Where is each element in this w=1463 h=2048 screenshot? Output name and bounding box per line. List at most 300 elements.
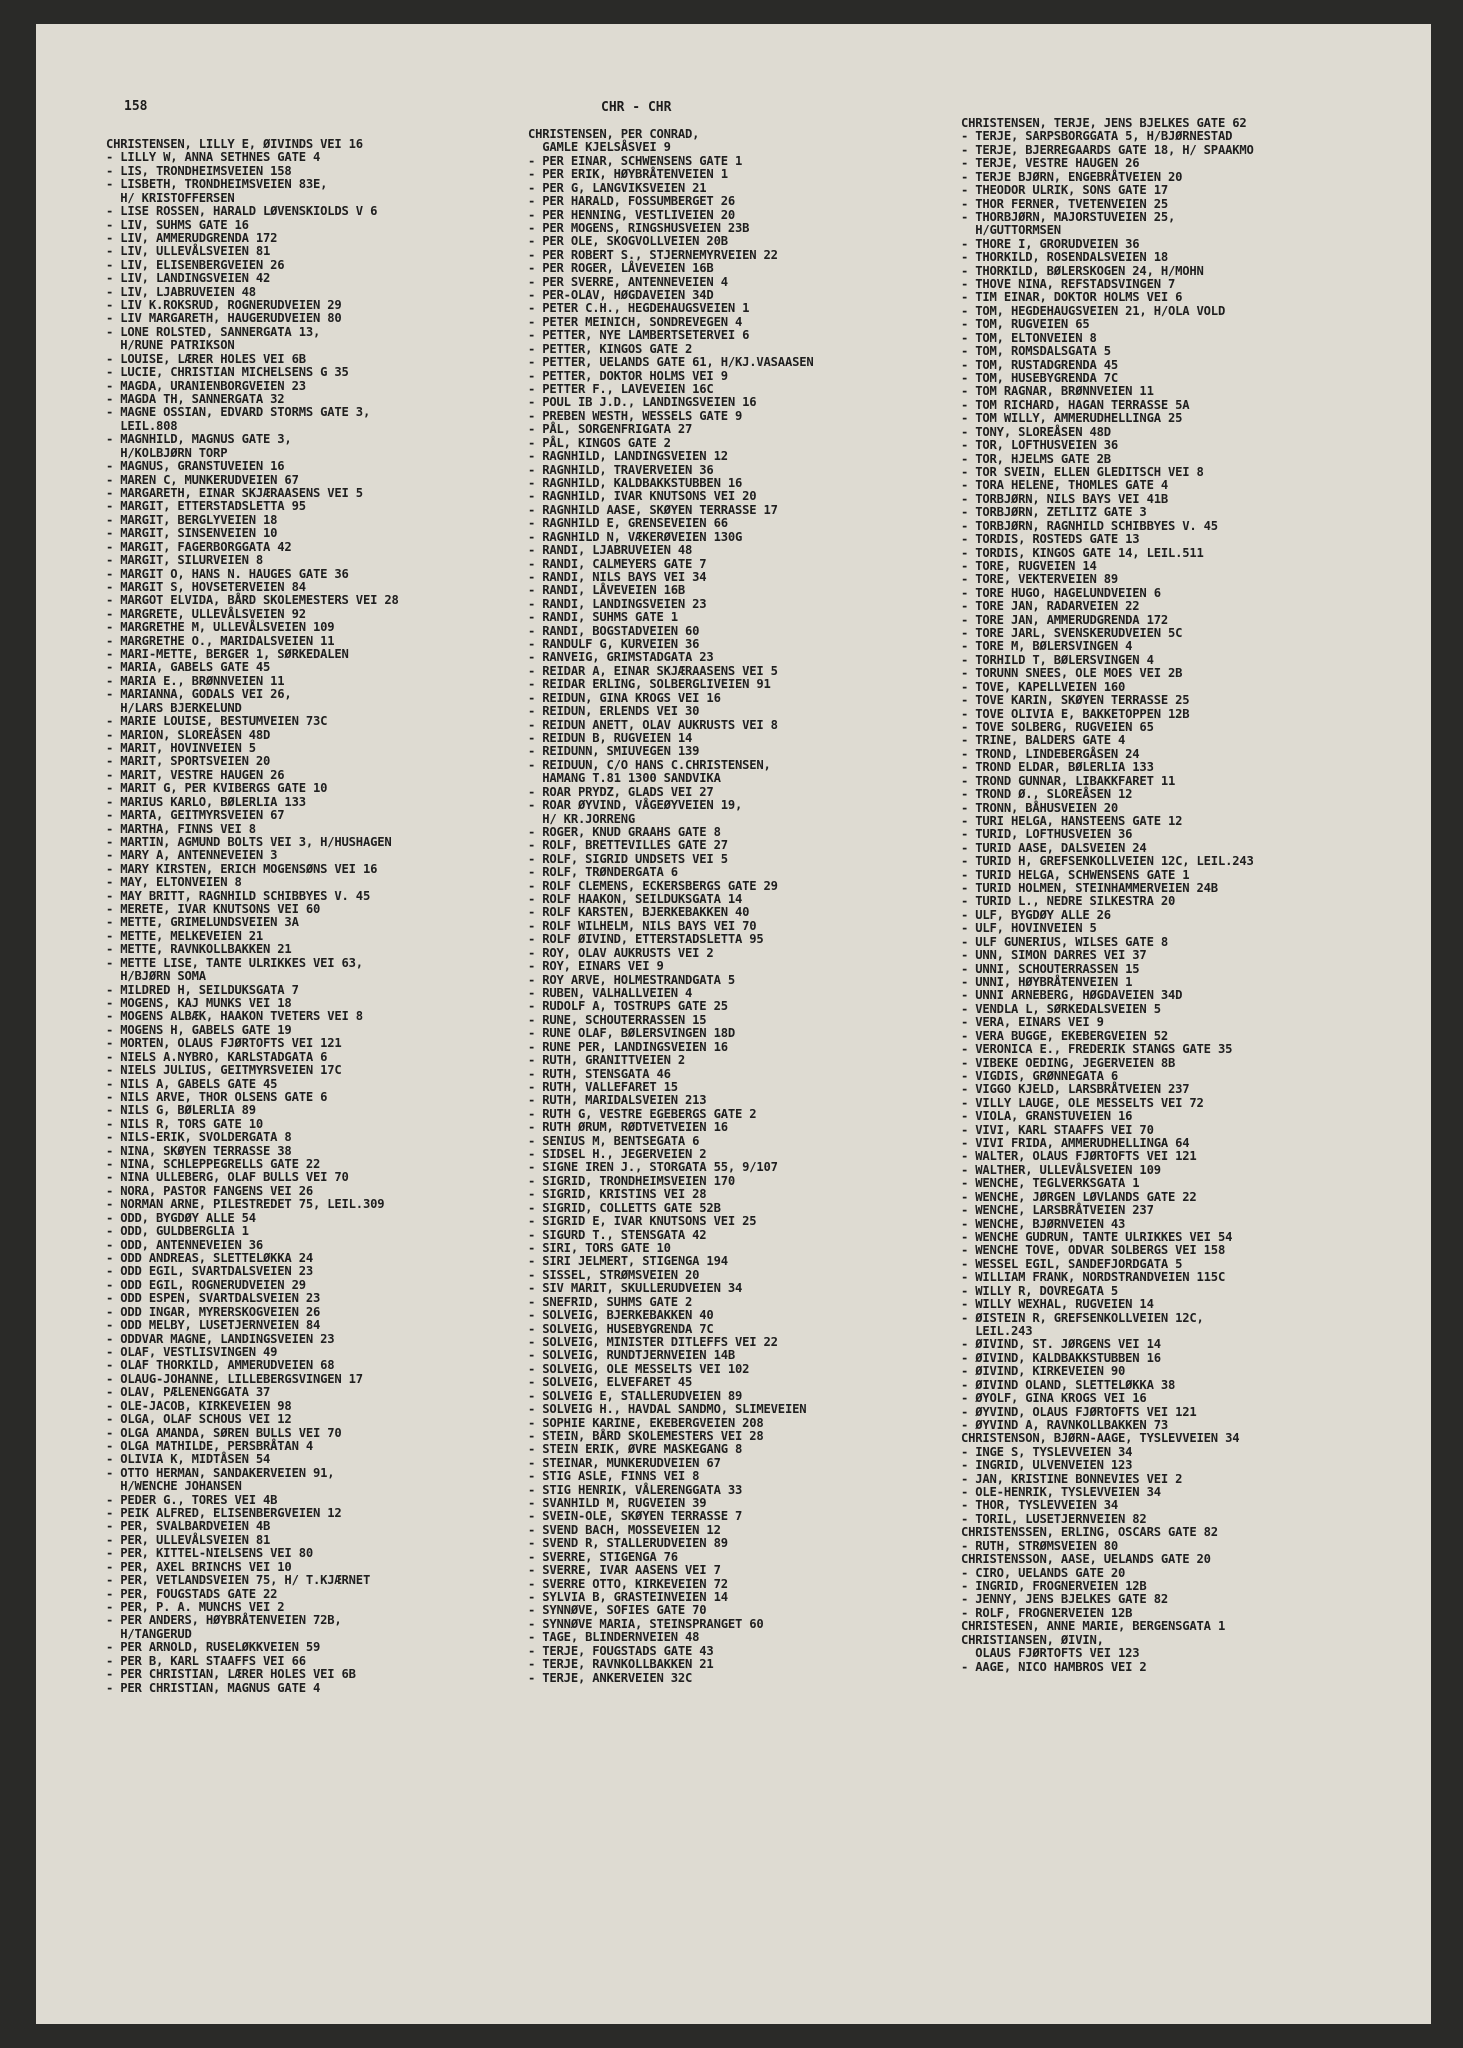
list-item: - RAGNHILD AASE, SKØYEN TERRASSE 17 [528,502,778,517]
list-item: GAMLE KJELSÅSVEI 9 [528,140,671,155]
list-item: - MARIT, VESTRE HAUGEN 26 [106,767,285,782]
list-item: - PER HENNING, VESTLIVEIEN 20 [528,207,735,222]
list-item: CHRISTENSON, BJØRN-AAGE, TYSLEVVEIEN 34 [961,1431,1240,1446]
list-item: - METTE, MELKEVEIEN 21 [106,928,264,943]
list-item: - ØYOLF, GINA KROGS VEI 16 [961,1391,1147,1406]
list-item: - ØISTEIN R, GREFSENKOLLVEIEN 12C, [961,1310,1204,1325]
list-item: - RANDI, LANDINGSVEIEN 23 [528,596,707,611]
list-item: - TURID HOLMEN, STEINHAMMERVEIEN 24B [961,881,1218,896]
list-item: - PER CHRISTIAN, LÆRER HOLES VEI 6B [106,1667,356,1682]
list-item: - RAGNHILD N, VÆKERØVEIEN 130G [528,529,743,544]
column-right [961,117,1397,1674]
page-number: 158 [124,99,148,114]
list-item: - TORE, VEKTERVEIEN 89 [961,572,1119,587]
list-item: - NILS-ERIK, SVOLDERGATA 8 [106,1130,292,1145]
list-item: - SIGRID, KRISTINS VEI 28 [528,1187,707,1202]
list-item: - ODD ANDREAS, SLETTELØKKA 24 [106,1251,313,1266]
list-item: CHRISTESEN, ANNE MARIE, BERGENSGATA 1 [961,1619,1226,1634]
list-item: - THORKILD, ROSENDALSVEIEN 18 [961,250,1168,265]
list-item: - RANDULF G, KURVEIEN 36 [528,637,700,652]
list-item: - WILLY WEXHAL, RUGVEIEN 14 [961,1297,1154,1312]
list-item: - TIM EINAR, DOKTOR HOLMS VEI 6 [961,290,1183,305]
list-item: - ROLF, FROGNERVEIEN 12B [961,1605,1133,1620]
list-item: - SOLVEIG H., HAVDAL SANDMO, SLIMEVEIEN [528,1402,807,1417]
list-item: - ØIVIND, ST. JØRGENS VEI 14 [961,1337,1161,1352]
list-item: - SIGRID, COLLETTS GATE 52B [528,1200,721,1215]
list-item: - RANDI, LJABRUVEIEN 48 [528,543,693,558]
list-item: - LIV, AMMERUDGRENDA 172 [106,230,278,245]
list-item: - VIGDIS, GRØNNEGATA 6 [961,1068,1119,1083]
list-item: - SNEFRID, SUHMS GATE 2 [528,1294,693,1309]
list-item: - MARGIT O, HANS N. HAUGES GATE 36 [106,566,349,581]
list-item: - TONY, SLOREÅSEN 48D [961,424,1111,439]
list-item: - ODD MELBY, LUSETJERNVEIEN 84 [106,1318,321,1333]
list-item: - TORBJØRN, ZETLITZ GATE 3 [961,505,1147,520]
list-item: - TORE JAN, RADARVEIEN 22 [961,599,1140,614]
list-item: - ØIVIND OLAND, SLETTELØKKA 38 [961,1377,1176,1392]
list-item: - MARY KIRSTEN, ERICH MOGENSØNS VEI 16 [106,861,378,876]
list-item: - MOGENS H, GABELS GATE 19 [106,1022,292,1037]
list-item: H/ KR.JORRENG [528,811,636,826]
list-item: - SVERRE OTTO, KIRKEVEIEN 72 [528,1576,728,1591]
list-item: - ROLF, BRETTEVILLES GATE 27 [528,838,728,853]
list-item: - NILS A, GABELS GATE 45 [106,1076,278,1091]
list-item: - SIGURD T., STENSGATA 42 [528,1227,707,1242]
list-item: - RANVEIG, GRIMSTADGATA 23 [528,650,714,665]
list-item: - SOLVEIG, BJERKEBAKKEN 40 [528,1308,714,1323]
list-item: - ROLF ØIVIND, ETTERSTADSLETTA 95 [528,932,764,947]
list-item: - TROND, LINDEBERGÅSEN 24 [961,746,1140,761]
list-item: - SIRI JELMERT, STIGENGA 194 [528,1254,728,1269]
list-item: - PETTER, KINGOS GATE 2 [528,341,693,356]
list-item: - REIDUN, ERLENDS VEI 30 [528,704,700,719]
list-item: - TURI HELGA, HANSTEENS GATE 12 [961,813,1183,828]
list-item: - SOLVEIG, MINISTER DITLEFFS VEI 22 [528,1334,778,1349]
list-item: - ODD, ANTENNEVEIEN 36 [106,1237,264,1252]
list-item: - TOM, RUGVEIEN 65 [961,317,1090,332]
list-item: H/RUNE PATRIKSON [106,338,235,353]
list-item: - MARGIT S, HOVSETERVEIEN 84 [106,579,306,594]
list-item: - TORBJØRN, NILS BAYS VEI 41B [961,491,1168,506]
list-item: - RUTH, STENSGATA 46 [528,1066,671,1081]
list-item: - METTE, RAVNKOLLBAKKEN 21 [106,942,292,957]
list-item: - MAGDA TH, SANNERGATA 32 [106,392,285,407]
list-item: - MAREN C, MUNKERUDVEIEN 67 [106,472,299,487]
list-item: - TURID HELGA, SCHWENSENS GATE 1 [961,867,1190,882]
list-item: - LIV, LJABRUVEIEN 48 [106,284,256,299]
list-item: - TORHILD T, BØLERSVINGEN 4 [961,652,1154,667]
list-item: - OLAF THORKILD, AMMERUDVEIEN 68 [106,1358,335,1373]
list-item: - TOVE OLIVIA E, BAKKETOPPEN 12B [961,706,1190,721]
list-item: - NILS G, BØLERLIA 89 [106,1103,256,1118]
list-item: - LISE ROSSEN, HARALD LØVENSKIOLDS V 6 [106,204,378,219]
list-item: - ROY ARVE, HOLMESTRANDGATA 5 [528,972,735,987]
list-item: - MARTHA, FINNS VEI 8 [106,821,256,836]
list-item: - UNN, SIMON DARRES VEI 37 [961,948,1147,963]
list-item: - RAGNHILD, LANDINGSVEIEN 12 [528,449,728,464]
list-item: CHRISTENSEN, TERJE, JENS BJELKES GATE 62 [961,116,1247,130]
list-item: - PER CHRISTIAN, MAGNUS GATE 4 [106,1680,321,1695]
list-item: - OLAUG-JOHANNE, LILLEBERGSVINGEN 17 [106,1371,363,1386]
list-item: - ULF, HOVINVEIEN 5 [961,921,1097,936]
list-item: - ROLF CLEMENS, ECKERSBERGS GATE 29 [528,878,778,893]
list-item: - PER ROBERT S., STJERNEMYRVEIEN 22 [528,247,778,262]
list-item: - MARIUS KARLO, BØLERLIA 133 [106,794,306,809]
list-item: - PER SVERRE, ANTENNEVEIEN 4 [528,274,728,289]
list-item: - TORE HUGO, HAGELUNDVEIEN 6 [961,585,1161,600]
list-item: - LIV, SUHMS GATE 16 [106,217,249,232]
list-item: CHRISTENSSON, AASE, UELANDS GATE 20 [961,1552,1211,1567]
list-item: - INGRID, ULVENVEIEN 123 [961,1458,1133,1473]
list-item: - RUDOLF A, TOSTRUPS GATE 25 [528,999,728,1014]
list-item: - SIV MARIT, SKULLERUDVEIEN 34 [528,1281,743,1296]
list-item: - PER B, KARL STAAFFS VEI 66 [106,1653,306,1668]
list-item: - PETTER, DOKTOR HOLMS VEI 9 [528,368,728,383]
list-item: - MAGNUS, GRANSTUVEIEN 16 [106,459,285,474]
list-item: - ROY, EINARS VEI 9 [528,959,664,974]
list-item: - TURID L., NEDRE SILKESTRA 20 [961,894,1176,909]
list-item: - JAN, KRISTINE BONNEVIES VEI 2 [961,1471,1183,1486]
list-item: - REIDUN ANETT, OLAV AUKRUSTS VEI 8 [528,717,778,732]
list-item: - TRONN, BÅHUSVEIEN 20 [961,800,1119,815]
list-item: - SENIUS M, BENTSEGATA 6 [528,1133,700,1148]
list-item: - VERA, EINARS VEI 9 [961,1015,1104,1030]
list-item: - SVERRE, STIGENGA 76 [528,1549,678,1564]
list-item: - SVANHILD M, RUGVEIEN 39 [528,1496,707,1511]
list-item: - TROND ELDAR, BØLERLIA 133 [961,760,1154,775]
list-item: - STEIN, BÅRD SKOLEMESTERS VEI 28 [528,1428,764,1443]
running-title: CHR - CHR [601,100,672,115]
list-item: - MAGNE OSSIAN, EDVARD STORMS GATE 3, [106,405,371,420]
list-item: - PETER MEINICH, SONDREVEGEN 4 [528,314,743,329]
list-item: - TURID H, GREFSENKOLLVEIEN 12C, LEIL.243 [961,854,1254,869]
list-item: - ROAR PRYDZ, GLADS VEI 27 [528,784,714,799]
list-item: - OLAF, VESTLISVINGEN 49 [106,1344,278,1359]
list-item: - TOVE KARIN, SKØYEN TERRASSE 25 [961,693,1190,708]
list-item: - ØYVIND A, RAVNKOLLBAKKEN 73 [961,1417,1168,1432]
column-middle [528,128,964,1685]
list-item: - ØYVIND, OLAUS FJØRTOFTS VEI 121 [961,1404,1197,1419]
list-item: - RUNE OLAF, BØLERSVINGEN 18D [528,1026,735,1041]
list-item: - SOLVEIG, ELVEFARET 45 [528,1375,693,1390]
list-item: - PER G, LANGVIKSVEIEN 21 [528,180,707,195]
list-item: - SYNNØVE, SOFIES GATE 70 [528,1603,707,1618]
list-item: - STIG HENRIK, VÅLERENGGATA 33 [528,1482,743,1497]
list-item: - MARGIT, FAGERBORGGATA 42 [106,539,292,554]
list-item: - MARTIN, AGMUND BOLTS VEI 3, H/HUSHAGEN [106,834,392,849]
list-item: - TERJE, FOUGSTADS GATE 43 [528,1643,714,1658]
list-item: - OTTO HERMAN, SANDAKERVEIEN 91, [106,1465,335,1480]
list-item: - WENCHE, LARSBRÅTVEIEN 237 [961,1203,1154,1218]
list-item: LEIL.243 [961,1323,1033,1338]
list-item: - MORTEN, OLAUS FJØRTOFTS VEI 121 [106,1036,342,1051]
list-item: - RAGNHILD, TRAVERVEIEN 36 [528,462,714,477]
list-item: - VERA BUGGE, EKEBERGVEIEN 52 [961,1028,1168,1043]
list-item: - MARIT, HOVINVEIEN 5 [106,740,256,755]
list-item: - WENCHE, BJØRNVEIEN 43 [961,1216,1126,1231]
list-item: - STEIN ERIK, ØVRE MASKEGANG 8 [528,1442,743,1457]
list-item: H/KOLBJØRN TORP [106,445,228,460]
list-item: CHRISTENSEN, PER CONRAD, [528,127,700,141]
list-item: - MARGIT, BERGLYVEIEN 18 [106,512,278,527]
list-item: - LIS, TRONDHEIMSVEIEN 158 [106,163,292,178]
list-item: - PER-OLAV, HØGDAVEIEN 34D [528,288,714,303]
list-item: - REIDUN B, RUGVEIEN 14 [528,730,693,745]
list-item: - TORUNN SNEES, OLE MOES VEI 2B [961,666,1183,681]
list-item: - VIVI FRIDA, AMMERUDHELLINGA 64 [961,1136,1190,1151]
list-item: - NINA ULLEBERG, OLAF BULLS VEI 70 [106,1170,349,1185]
list-item: - NINA, SCHLEPPEGRELLS GATE 22 [106,1157,321,1172]
list-item: - LOUISE, LÆRER HOLES VEI 6B [106,351,306,366]
list-item: - MAY, ELTONVEIEN 8 [106,875,242,890]
list-item: - MARTA, GEITMYRSVEIEN 67 [106,808,285,823]
list-item: - OLAV, PÆLENENGGATA 37 [106,1385,271,1400]
list-item: - THORE I, GRORUDVEIEN 36 [961,236,1140,251]
list-item: - VERONICA E., FREDERIK STANGS GATE 35 [961,1042,1233,1057]
list-item: - WILLY R, DOVREGATA 5 [961,1283,1119,1298]
list-item: - RUBEN, VALHALLVEIEN 4 [528,986,693,1000]
list-item: - MAGNHILD, MAGNUS GATE 3, [106,432,292,447]
list-item: - LONE ROLSTED, SANNERGATA 13, [106,324,321,339]
list-item: - SIRI, TORS GATE 10 [528,1241,671,1256]
list-item: - SOLVEIG, HUSEBYGRENDA 7C [528,1321,714,1336]
list-item: - OLGA, OLAF SCHOUS VEI 12 [106,1412,292,1427]
list-item: - MERETE, IVAR KNUTSONS VEI 60 [106,902,321,917]
list-item: - MARGIT, SILURVEIEN 8 [106,553,264,568]
list-item: - ROAR ØYVIND, VÅGEØYVEIEN 19, [528,798,743,813]
list-item: - RANDI, CALMEYERS GATE 7 [528,556,707,571]
list-item: - WALTHER, ULLEVÅLSVEIEN 109 [961,1162,1161,1177]
list-item: - TOM, RUSTADGRENDA 45 [961,357,1119,372]
list-item: - TERJE, ANKERVEIEN 32C [528,1670,693,1685]
directory-page [36,24,1431,2024]
list-item: - MARGRETHE M, ULLEVÅLSVEIEN 109 [106,620,335,635]
list-item: - REIDUNN, SMIUVEGEN 139 [528,744,700,759]
list-item: - ROGER, KNUD GRAAHS GATE 8 [528,824,721,839]
list-item: - PER ARNOLD, RUSELØKKVEIEN 59 [106,1640,321,1655]
list-item: - MARIT G, PER KVIBERGS GATE 10 [106,781,328,796]
list-item: - VIVI, KARL STAAFFS VEI 70 [961,1122,1154,1137]
list-item: - TORE JARL, SVENSKERUDVEIEN 5C [961,626,1183,641]
list-item: - ODD, BYGDØY ALLE 54 [106,1210,256,1225]
list-item: - PER, VETLANDSVEIEN 75, H/ T.KJÆRNET [106,1573,371,1588]
list-item: - MARGIT, ETTERSTADSLETTA 95 [106,499,306,514]
list-item: H/WENCHE JOHANSEN [106,1479,242,1494]
list-item: - REIDAR ERLING, SOLBERGLIVEIEN 91 [528,677,771,692]
list-item: - SVEND BACH, MOSSEVEIEN 12 [528,1522,721,1537]
list-item: - MARGOT ELVIDA, BÅRD SKOLEMESTERS VEI 28 [106,593,399,608]
list-item: - TOR, HJELMS GATE 2B [961,451,1111,466]
list-item: - OLIVIA K, MIDTÅSEN 54 [106,1452,271,1467]
list-item: - THORKILD, BØLERSKOGEN 24, H/MOHN [961,263,1204,278]
list-item: - LIV K.ROKSRUD, ROGNERUDVEIEN 29 [106,298,342,313]
list-item: - RAGNHILD, IVAR KNUTSONS VEI 20 [528,489,757,504]
list-item: - ØIVIND, KALDBAKKSTUBBEN 16 [961,1350,1161,1365]
list-item: - WENCHE GUDRUN, TANTE ULRIKKES VEI 54 [961,1230,1233,1245]
list-item: - TORA HELENE, THOMLES GATE 4 [961,478,1168,493]
list-item: - MARI-METTE, BERGER 1, SØRKEDALEN [106,647,349,662]
list-item: - STIG ASLE, FINNS VEI 8 [528,1469,700,1484]
list-item: - NINA, SKØYEN TERRASSE 38 [106,1143,292,1158]
list-item: - MARGRETHE O., MARIDALSVEIEN 11 [106,633,335,648]
list-item: - INGE S, TYSLEVVEIEN 34 [961,1444,1133,1459]
list-item: - MARGARETH, EINAR SKJÆRAASENS VEI 5 [106,485,363,500]
list-item: - LILLY W, ANNA SETHNES GATE 4 [106,150,321,165]
list-item: - POUL IB J.D., LANDINGSVEIEN 16 [528,395,757,410]
list-item: - PER ANDERS, HØYBRÅTENVEIEN 72B, [106,1613,342,1628]
list-item: - PREBEN WESTH, WESSELS GATE 9 [528,408,743,423]
list-item: - ODD EGIL, SVARTDALSVEIEN 23 [106,1264,313,1279]
list-item: - SIGNE IREN J., STORGATA 55, 9/107 [528,1160,778,1175]
list-item: - TOM, ELTONVEIEN 8 [961,330,1097,345]
list-item: - TOR, LOFTHUSVEIEN 36 [961,438,1119,453]
list-item: - VIBEKE OEDING, JEGERVEIEN 8B [961,1055,1176,1070]
list-item: - REIDUUN, C/O HANS C.CHRISTENSEN, [528,757,771,772]
list-item: H/TANGERUD [106,1626,192,1641]
list-item: - MARIA, GABELS GATE 45 [106,660,271,675]
list-item: - PER ROGER, LÅVEVEIEN 16B [528,261,714,276]
list-item: - OLE-HENRIK, TYSLEVVEIEN 34 [961,1485,1161,1500]
list-item: - PER, P. A. MUNCHS VEI 2 [106,1599,285,1614]
list-item: - TOVE SOLBERG, RUGVEIEN 65 [961,719,1154,734]
list-item: - ODD ESPEN, SVARTDALSVEIEN 23 [106,1291,321,1306]
list-item: - MARIANNA, GODALS VEI 26, [106,687,292,702]
list-item: - RUNE, SCHOUTERRASSEN 15 [528,1012,707,1027]
list-item: - VILLY LAUGE, OLE MESSELTS VEI 72 [961,1095,1204,1110]
list-item: - PER EINAR, SCHWENSENS GATE 1 [528,153,743,168]
list-item: - THORBJØRN, MAJORSTUVEIEN 25, [961,209,1176,224]
list-item: - MARIE LOUISE, BESTUMVEIEN 73C [106,714,328,729]
list-item: - TERJE, RAVNKOLLBAKKEN 21 [528,1657,714,1672]
list-item: - PEDER G., TORES VEI 4B [106,1492,278,1507]
list-item: - UNNI, SCHOUTERRASSEN 15 [961,961,1140,976]
list-item: - SIGRID, TRONDHEIMSVEIEN 170 [528,1173,735,1188]
list-item: - LISBETH, TRONDHEIMSVEIEN 83E, [106,177,328,192]
list-item: - RANDI, BOGSTADVEIEN 60 [528,623,700,638]
list-item: - ROLF WILHELM, NILS BAYS VEI 70 [528,918,757,933]
list-item: - STEINAR, MUNKERUDVEIEN 67 [528,1455,721,1470]
list-item: - SVERRE, IVAR AASENS VEI 7 [528,1563,721,1578]
list-item: - NILS R, TORS GATE 10 [106,1116,264,1131]
list-item: - TERJE, BJERREGAARDS GATE 18, H/ SPAAKMO [961,142,1254,157]
list-item: - SOLVEIG, OLE MESSELTS VEI 102 [528,1361,750,1376]
list-item: CHRISTENSEN, LILLY E, ØIVINDS VEI 16 [106,137,363,151]
list-item: - THOVE NINA, REFSTADSVINGEN 7 [961,277,1176,292]
list-item: - WENCHE, JØRGEN LØVLANDS GATE 22 [961,1189,1197,1204]
list-item: - TURID, LOFTHUSVEIEN 36 [961,827,1133,842]
list-item: - LIV MARGARETH, HAUGERUDVEIEN 80 [106,311,342,326]
list-item: - TROND GUNNAR, LIBAKKFARET 11 [961,773,1176,788]
list-item: - VIOLA, GRANSTUVEIEN 16 [961,1109,1133,1124]
list-item: - UNNI, HØYBRÅTENVEIEN 1 [961,975,1133,989]
list-item: - RAGNHILD, KALDBAKKSTUBBEN 16 [528,475,743,490]
list-item: - SIDSEL H., JEGERVEIEN 2 [528,1147,707,1162]
list-item: - NORA, PASTOR FANGENS VEI 26 [106,1183,313,1198]
list-item: - TOVE, KAPELLVEIEN 160 [961,679,1126,694]
list-item: - PEIK ALFRED, ELISENBERGVEIEN 12 [106,1506,342,1521]
list-item: - TORE M, BØLERSVINGEN 4 [961,639,1133,654]
list-item: - UNNI ARNEBERG, HØGDAVEIEN 34D [961,988,1183,1003]
list-item: - TORDIS, ROSTEDS GATE 13 [961,532,1140,547]
list-item: - RAGNHILD E, GRENSEVEIEN 66 [528,516,728,531]
list-item: - SISSEL, STRØMSVEIEN 20 [528,1267,700,1282]
list-item: - PER, FOUGSTADS GATE 22 [106,1586,278,1601]
list-item: - OLE-JACOB, KIRKEVEIEN 98 [106,1398,292,1413]
list-item: - METTE LISE, TANTE ULRIKKES VEI 63, [106,955,363,970]
list-item: - TOM, ROMSDALSGATA 5 [961,344,1111,359]
list-item: - TOM, HUSEBYGRENDA 7C [961,371,1119,386]
list-item: OLAUS FJØRTOFTS VEI 123 [961,1646,1140,1661]
list-item: - SOLVEIG, RUNDTJERNVEIEN 14B [528,1348,735,1363]
list-item: - MAGDA, URANIENBORGVEIEN 23 [106,378,306,393]
list-item: - PÅL, KINGOS GATE 2 [528,435,671,450]
list-item: - WILLIAM FRANK, NORDSTRANDVEIEN 115C [961,1270,1226,1285]
list-item: H/ KRISTOFFERSEN [106,190,235,205]
list-item: - PETTER, UELANDS GATE 61, H/KJ.VASAASEN [528,355,814,370]
list-item: H/LARS BJERKELUND [106,700,242,715]
list-item: - TORDIS, KINGOS GATE 14, LEIL.511 [961,545,1204,560]
list-item: - RUTH, STRØMSVEIEN 80 [961,1538,1119,1553]
list-item: - TORBJØRN, RAGNHILD SCHIBBYES V. 45 [961,518,1218,533]
list-item: - TOM WILLY, AMMERUDHELLINGA 25 [961,411,1183,426]
list-item: - NIELS JULIUS, GEITMYRSVEIEN 17C [106,1063,342,1078]
list-item: - PER, AXEL BRINCHS VEI 10 [106,1559,292,1574]
list-item: - THOR, TYSLEVVEIEN 34 [961,1498,1119,1513]
list-item: - THEODOR ULRIK, SONS GATE 17 [961,183,1168,198]
column-left [106,138,542,1695]
list-item: - RANDI, SUHMS GATE 1 [528,610,678,625]
list-item: H/GUTTORMSEN [961,223,1061,238]
list-item: - TURID AASE, DALSVEIEN 24 [961,840,1147,855]
list-item: H/BJØRN SOMA [106,969,206,984]
list-item: - LIV, LANDINGSVEIEN 42 [106,271,271,286]
list-item: - RANDI, NILS BAYS VEI 34 [528,569,707,584]
list-item: - RUTH G, VESTRE EGEBERGS GATE 2 [528,1106,757,1121]
list-item: - REIDUN, GINA KROGS VEI 16 [528,690,721,705]
list-item: - TERJE BJØRN, ENGEBRÅTVEIEN 20 [961,169,1183,184]
list-item: - ØIVIND, KIRKEVEIEN 90 [961,1364,1126,1379]
list-item: - MOGENS, KAJ MUNKS VEI 18 [106,996,292,1010]
list-item: - PER ERIK, HØYBRÅTENVEIEN 1 [528,167,728,182]
list-item: - METTE, GRIMELUNDSVEIEN 3A [106,915,299,930]
list-item: - TORE, RUGVEIEN 14 [961,558,1097,573]
list-item: - ROLF, TRØNDERGATA 6 [528,865,678,880]
list-item: - PETTER F., LAVEVEIEN 16C [528,382,714,397]
list-item: - SOLVEIG E, STALLERUDVEIEN 89 [528,1388,743,1403]
list-item: - PER, ULLEVÅLSVEIEN 81 [106,1532,271,1547]
list-item: HAMANG T.81 1300 SANDVIKA [528,771,721,786]
list-item: - TORE JAN, AMMERUDGRENDA 172 [961,612,1168,627]
list-item: - NILS ARVE, THOR OLSENS GATE 6 [106,1089,328,1104]
list-item: - SYNNØVE MARIA, STEINSPRANGET 60 [528,1616,764,1631]
list-item: - ODD, GULDBERGLIA 1 [106,1224,249,1239]
list-item: - TOM, HEGDEHAUGSVEIEN 21, H/OLA VOLD [961,303,1226,318]
list-item: - TOR SVEIN, ELLEN GLEDITSCH VEI 8 [961,464,1204,479]
list-item: - MAY BRITT, RAGNHILD SCHIBBYES V. 45 [106,888,371,903]
list-item: - MARGIT, SINSENVEIEN 10 [106,526,278,541]
list-item: - ROLF, SIGRID UNDSETS VEI 5 [528,851,728,866]
list-item: - MILDRED H, SEILDUKSGATA 7 [106,982,299,997]
list-item: - PÅL, SORGENFRIGATA 27 [528,422,693,437]
list-item: - ODD EGIL, ROGNERUDVEIEN 29 [106,1277,306,1292]
list-item: - TROND Ø., SLOREÅSEN 12 [961,787,1133,802]
list-item: - RUNE PER, LANDINGSVEIEN 16 [528,1039,728,1054]
list-item: - ROY, OLAV AUKRUSTS VEI 2 [528,945,714,960]
list-item: - RUTH, VALLEFARET 15 [528,1079,678,1094]
list-item: - RUTH, GRANITTVEIEN 2 [528,1053,686,1068]
list-item: - RANDI, LÅVEVEIEN 16B [528,583,686,598]
list-item: - TERJE, SARPSBORGGATA 5, H/BJØRNESTAD [961,129,1233,144]
